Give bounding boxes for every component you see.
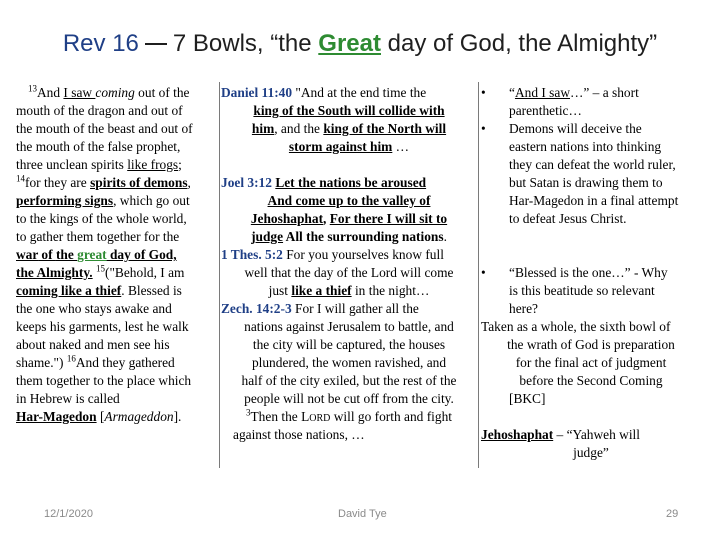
text: ]. [173, 409, 182, 424]
and-i-saw-text: And I saw [514, 85, 570, 100]
text: three unclean spirits [16, 157, 128, 172]
text-line: to gather them together for the [16, 229, 180, 244]
text: , which go out [113, 193, 190, 208]
text-line: the city will be captured, the houses [252, 337, 446, 352]
verse-number: 3 [246, 407, 251, 418]
text: him [251, 121, 275, 136]
like-frogs-text: like frogs [127, 157, 179, 172]
text: shame.") [16, 355, 67, 370]
text-line: but Satan is drawing them to [509, 175, 663, 190]
war-text: war [16, 247, 39, 262]
text: , and the [274, 121, 324, 136]
performing-signs-text: performing signs [16, 193, 114, 208]
text: For I will gather all the [291, 301, 419, 316]
text-line: about naked and men see his [16, 337, 170, 352]
text: . [443, 229, 447, 244]
text-line: people will not be cut off from the city. [244, 391, 454, 406]
text: – “Yahweh will [553, 427, 640, 442]
text: day of God, [106, 247, 177, 262]
text-line: mouth of the dragon and out of [16, 103, 183, 118]
text: , [187, 175, 191, 190]
almighty-text: the Almighty. [16, 265, 93, 280]
storm-text: storm against him [288, 139, 393, 154]
i-saw-text: I saw [63, 85, 96, 100]
text-line: half of the city exiled, but the rest of the [241, 373, 457, 388]
text-line: to the kings of the whole world, [16, 211, 187, 226]
jehoshaphat-text: Jehoshaphat [481, 427, 554, 442]
like-a-thief-text: like a thief [291, 283, 352, 298]
bullet-icon: • [481, 265, 486, 280]
text-line: the mouth of the beast and out of [16, 121, 193, 136]
text: "And at the end time the [292, 85, 427, 100]
text-line: they can defeat the world ruler, [509, 157, 676, 172]
text-line: for the final act of judgment [515, 355, 667, 370]
thessalonians-reference: 1 Thes. 5:2 [221, 247, 283, 262]
text: in the night… [351, 283, 430, 298]
har-magedon-text: Har-Magedon [16, 409, 97, 424]
text: ("Behold, I am [105, 265, 185, 280]
title-bowls: 7 Bowls, “the [172, 30, 319, 57]
text-line: the wrath of God is preparation [507, 337, 675, 352]
title-great: Great [318, 30, 381, 57]
footer-author: David Tye [338, 508, 387, 520]
zechariah-reference: Zech. 14:2-3 [221, 301, 292, 316]
bullet-icon: • [481, 121, 486, 136]
text-line: eastern nations into thinking [509, 139, 662, 154]
title-rest: day of God, the Almighty” [381, 30, 658, 57]
lord-small-caps: ORD [309, 413, 331, 424]
bullet-icon: • [481, 85, 486, 100]
text: ; [178, 157, 182, 172]
daniel-reference: Daniel 11:40 [221, 85, 293, 100]
spirits-of-demons-text: spirits of demons [90, 175, 188, 190]
bkc-citation: [BKC] [509, 391, 546, 406]
title-chapter: Rev 16 [62, 30, 139, 57]
text: “Blessed is the one…” - Why [509, 265, 668, 280]
text: …” – a short [570, 85, 639, 100]
text: . Blessed is [121, 283, 182, 298]
revelation-text-column [16, 84, 220, 426]
text-line: Taken as a whole, the sixth bowl of [481, 319, 671, 334]
text: Then the L [250, 409, 310, 424]
king-of-south-text: king of the South will collide with [253, 103, 445, 118]
page-number: 29 [666, 508, 679, 520]
text: against those nations, … [233, 427, 365, 442]
nations-text: Let the nations be aroused [275, 175, 427, 190]
come-up-text: And come up to the valley of [267, 193, 431, 208]
commentary-column [481, 84, 701, 462]
verse-number: 14 [16, 173, 25, 184]
text-line: to defeat Jesus Christ. [509, 211, 627, 226]
text: , [323, 211, 330, 226]
text: the [55, 247, 78, 262]
text: … [392, 139, 410, 154]
verse-number: 15 [96, 263, 105, 274]
judge-text: judge [251, 229, 284, 244]
text-line: Har-Magedon in a final attempt [509, 193, 679, 208]
text-line: keeps his garments, lest he walk [16, 319, 189, 334]
text-line: plundered, the women ravished, and [251, 355, 447, 370]
jehoshaphat-text: Jehoshaphat [250, 211, 324, 226]
text: For you yourselves know full [282, 247, 444, 262]
text-line: well that the day of the Lord will come [244, 265, 454, 280]
cross-reference-column [221, 84, 477, 444]
text: will go forth and fight [330, 409, 452, 424]
text: coming [95, 85, 135, 100]
joel-reference: Joel 3:12 [221, 175, 272, 190]
verse-number: 13 [28, 83, 37, 94]
text: just [268, 283, 292, 298]
text: for they are [25, 175, 91, 190]
text: out of the [134, 85, 190, 100]
text: And they gathered [75, 355, 175, 370]
text: [ [96, 409, 105, 424]
verse-number: 16 [66, 353, 76, 364]
text: Demons will deceive the [509, 121, 642, 136]
king-of-north-text: king of the North will [323, 121, 447, 136]
armageddon-text: Armageddon [104, 409, 174, 424]
text-line: the mouth of the false prophet, [16, 139, 181, 154]
text-line: judge” [573, 445, 609, 460]
text: “ [509, 85, 515, 100]
footer-date: 12/1/2020 [44, 508, 93, 520]
text-line: here? [509, 301, 538, 316]
coming-like-a-thief-text: coming like a thief [16, 283, 122, 298]
text-line: nations against Jerusalem to battle, and [244, 319, 454, 334]
great-text: great [77, 247, 107, 262]
text-line: before the Second Coming [519, 373, 663, 388]
text: of [38, 247, 56, 262]
text-line: them together to the place which [16, 373, 192, 388]
text-line: in Hebrew is called [16, 391, 120, 406]
text-line: parenthetic… [509, 103, 582, 118]
text-line: the one who stays awake and [16, 301, 172, 316]
text: And [37, 85, 64, 100]
sit-text: For there I will sit to [329, 211, 448, 226]
text: All the surrounding nations [283, 229, 444, 244]
column-divider [478, 82, 479, 468]
text-line: is this beatitude so relevant [509, 283, 655, 298]
